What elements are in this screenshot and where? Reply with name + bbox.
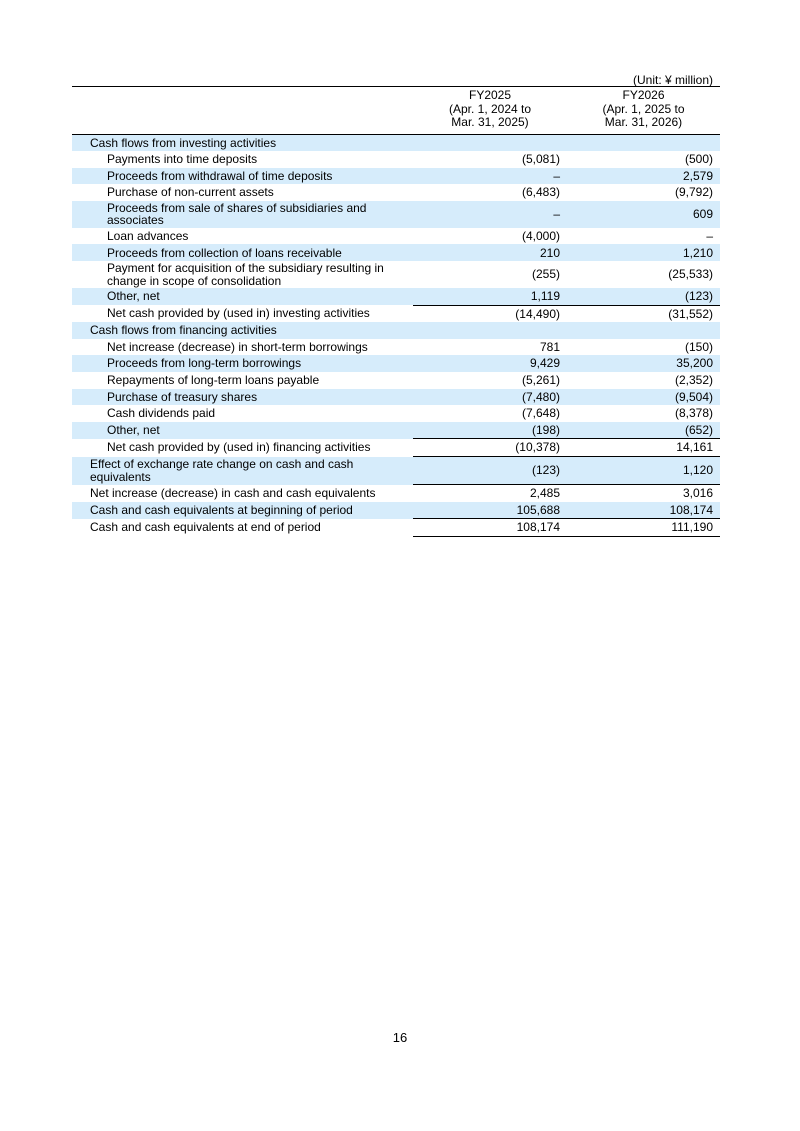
value-fy2025: 2,485: [413, 485, 567, 502]
row-label: Other, net: [72, 422, 413, 439]
column-period-end: Mar. 31, 2025): [451, 115, 529, 129]
value-fy2025: 210: [413, 244, 567, 261]
row-label: Effect of exchange rate change on cash and cash equivalents: [72, 457, 413, 485]
row-label: Proceeds from withdrawal of time deposits: [72, 168, 413, 185]
table-row: [72, 168, 720, 185]
value-fy2026: 2,579: [567, 168, 720, 185]
row-label: Purchase of non-current assets: [107, 185, 274, 200]
table-row-subtotal: [72, 305, 720, 322]
table-row-total: [72, 519, 720, 537]
value-fy2025: 1,119: [413, 288, 567, 305]
value-fy2025: –: [413, 201, 567, 228]
value-fy2025: (7,480): [413, 389, 567, 406]
table-row: [72, 422, 720, 439]
value-fy2026: (652): [567, 422, 720, 439]
value-fy2025: [413, 322, 567, 339]
value-fy2025: 9,429: [413, 355, 567, 372]
column-year: FY2025: [468, 88, 512, 102]
value-fy2026: (123): [567, 288, 720, 305]
value-fy2025: (198): [413, 422, 567, 439]
header-fy2026: [567, 87, 720, 135]
table-row: [72, 151, 720, 168]
header-fy2025: [413, 87, 567, 135]
value-fy2026: 35,200: [567, 355, 720, 372]
value-fy2026: (8,378): [674, 406, 713, 421]
value-fy2026: [567, 322, 720, 339]
row-label: Repayments of long-term loans payable: [107, 373, 320, 388]
value-fy2026: (9,504): [567, 389, 720, 406]
row-label: Net increase (decrease) in cash and cash equivalents: [90, 485, 376, 500]
table-row: [72, 322, 720, 339]
table-row: [72, 405, 720, 422]
value-fy2025: 105,688: [413, 502, 567, 519]
row-label: Other, net: [72, 288, 413, 305]
table-row: [72, 134, 720, 151]
value-fy2025: (123): [413, 457, 567, 485]
value-fy2025: (7,648): [521, 406, 560, 421]
value-fy2025: 781: [539, 339, 560, 354]
row-label: Purchase of treasury shares: [72, 389, 413, 406]
table-row: [72, 339, 720, 356]
row-label: Loan advances: [107, 228, 189, 243]
column-period-end: Mar. 31, 2026): [604, 115, 683, 129]
row-label: Cash flows from investing activities: [72, 134, 413, 151]
row-label: Cash and cash equivalents at end of period: [90, 520, 321, 535]
row-label: Net increase (decrease) in short-term borrowings: [107, 339, 368, 354]
row-label: Payment for acquisition of the subsidiary resulting in change in scope of consolidation: [107, 261, 384, 288]
value-fy2026: 111,190: [567, 519, 720, 537]
value-fy2025: (255): [531, 267, 560, 282]
row-label: Cash flows from financing activities: [72, 322, 413, 339]
row-label: Cash dividends paid: [107, 406, 216, 421]
value-fy2026: 108,174: [567, 502, 720, 519]
table-row: [72, 261, 720, 288]
table-row-subtotal: [72, 439, 720, 457]
row-label: Net cash provided by (used in) financing activities: [107, 440, 371, 455]
table-row: [72, 244, 720, 261]
row-label: Proceeds from collection of loans receivable: [72, 244, 413, 261]
table-row: [72, 184, 720, 201]
row-label: Cash and cash equivalents at beginning of period: [72, 502, 413, 519]
value-fy2025: (10,378): [413, 439, 567, 457]
value-fy2025: 108,174: [413, 519, 567, 537]
value-fy2026: (25,533): [668, 267, 713, 282]
value-fy2026: [567, 134, 720, 151]
value-fy2026: 1,120: [567, 457, 720, 485]
column-period-start: (Apr. 1, 2025 to: [602, 101, 685, 116]
table-row: [72, 457, 720, 485]
value-fy2026: (9,792): [674, 185, 713, 200]
value-fy2025: (5,081): [521, 152, 560, 167]
row-label: Payments into time deposits: [107, 152, 258, 167]
value-fy2026: 3,016: [567, 485, 720, 502]
value-fy2026: 609: [567, 201, 720, 228]
value-fy2026: (500): [684, 152, 713, 167]
table-header-row: [72, 87, 720, 135]
row-label: Proceeds from sale of shares of subsidiaries and associates: [72, 201, 413, 228]
table-row: [72, 228, 720, 245]
table-row: [72, 201, 720, 228]
column-period-start: (Apr. 1, 2024 to: [448, 101, 532, 116]
value-fy2025: [413, 134, 567, 151]
value-fy2026: (150): [684, 339, 713, 354]
value-fy2026: 14,161: [567, 439, 720, 457]
unit-note: (Unit: ¥ million): [632, 73, 713, 87]
value-fy2025: (4,000): [521, 228, 560, 243]
value-fy2025: (6,483): [521, 185, 560, 200]
table-row: [72, 372, 720, 389]
row-label: Net cash provided by (used in) investing activities: [107, 306, 370, 321]
cash-flow-table-container: [72, 86, 720, 537]
table-row-subtotal: [72, 485, 720, 502]
cash-flow-table: [72, 86, 720, 537]
value-fy2025: –: [413, 168, 567, 185]
value-fy2025: (5,261): [521, 373, 560, 388]
value-fy2025: (14,490): [413, 305, 567, 322]
table-row: [72, 389, 720, 406]
table-row: [72, 502, 720, 519]
value-fy2026: (2,352): [674, 373, 713, 388]
header-label-cell: [72, 87, 413, 135]
column-year: FY2026: [622, 88, 665, 102]
value-fy2026: 1,210: [567, 244, 720, 261]
value-fy2026: –: [706, 228, 713, 243]
table-row: [72, 288, 720, 305]
table-row: [72, 355, 720, 372]
page-number: 16: [392, 1030, 408, 1045]
row-label: Proceeds from long-term borrowings: [72, 355, 413, 372]
value-fy2026: (31,552): [567, 305, 720, 322]
